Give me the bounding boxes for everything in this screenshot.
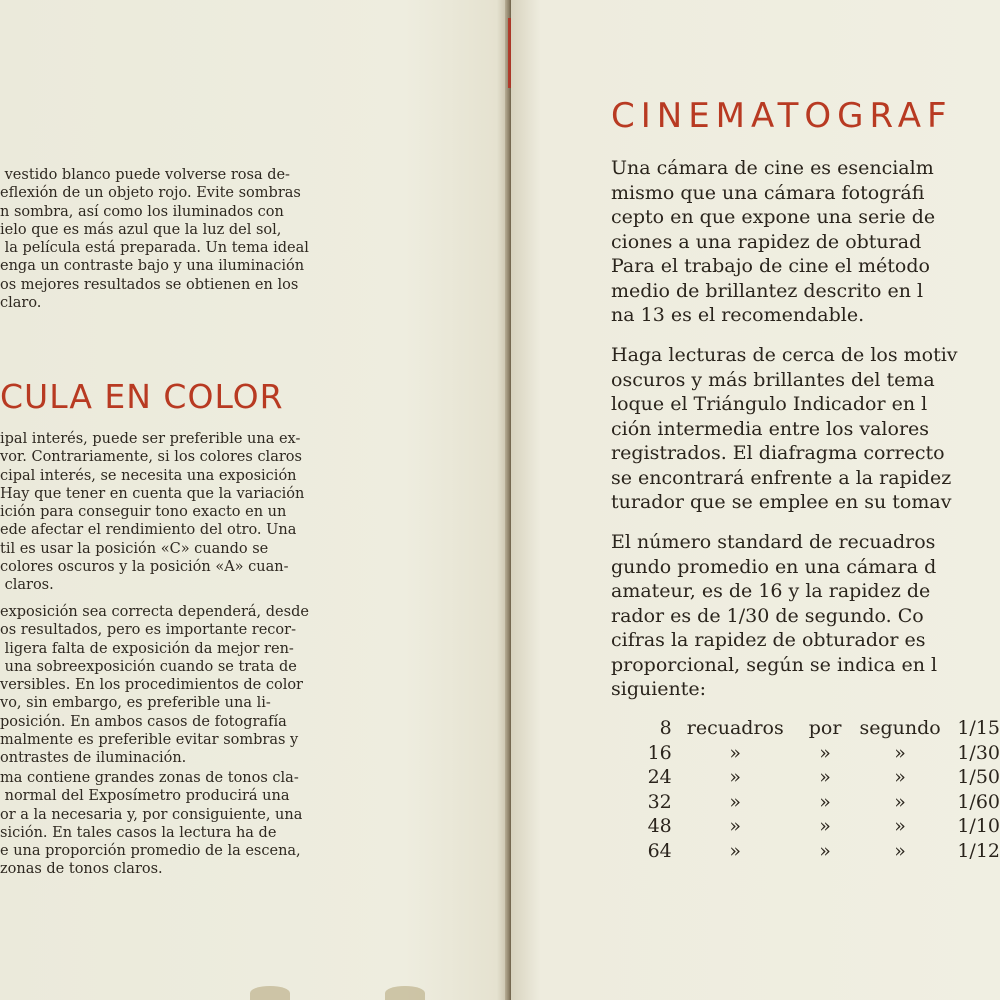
page-stain xyxy=(385,986,425,1000)
table-cell: 32 xyxy=(647,790,672,813)
frame-rate-table xyxy=(610,716,1000,863)
table-cell: » xyxy=(819,741,831,764)
table-row xyxy=(610,741,1000,766)
table-cell: » xyxy=(729,790,742,813)
table-row xyxy=(610,790,1000,815)
table-cell: 24 xyxy=(647,766,672,788)
table-row xyxy=(610,765,1000,790)
table-cell: » xyxy=(729,766,742,788)
table-cell: » xyxy=(729,839,742,862)
table-row xyxy=(610,814,1000,839)
right-paragraph-3: El número standard de recuadros gundo promedio en una cámara d amateur, es de 16 y la rapidez de rador es de 1/30 de segundo. Co cifras la rapidez de obturador es proporcional, según se indica en l siguiente: xyxy=(611,531,938,700)
table-cell: » xyxy=(819,815,831,837)
table-cell: » xyxy=(894,815,906,837)
table-cell: » xyxy=(819,839,831,862)
left-paragraph-1: vestido blanco puede volverse rosa de- eflexión de un objeto rojo. Evite sombras n sombra, así como los iluminados con ielo que es más azul que la luz del sol, la película está preparada. Un tema ideal enga un contraste bajo y una iluminación os mejores resultados se obtienen en los claro. xyxy=(0,167,309,312)
table-cell: 1/60 xyxy=(957,790,1000,813)
table-cell: por xyxy=(808,717,842,739)
table-cell: 1/10 xyxy=(957,815,1000,837)
table-cell: » xyxy=(729,741,742,764)
table-row xyxy=(610,839,1000,864)
table-cell: » xyxy=(894,766,906,788)
table-cell: 1/12 xyxy=(957,839,1000,862)
left-paragraph-3: exposición sea correcta dependerá, desde os resultados, pero es importante recor- ligera falta de exposición da mejor ren- una sobreexposición cuando se trata de versibles. En los procedimientos de color vo, sin embargo, es preferible una li- posición. En ambos casos de fotografía malmente es preferible evitar sombras y ontrastes de iluminación. xyxy=(0,604,309,767)
table-cell: » xyxy=(894,741,906,764)
right-paragraph-2: Haga lecturas de cerca de los motiv oscuros y más brillantes del tema loque el Triángulo Indicador en l ción intermedia entre los valores registrados. El diafragma correcto se encontrará enfrente a la rapidez turador que se emplee en su tomav xyxy=(611,344,958,513)
table-cell: 16 xyxy=(647,741,672,764)
table-cell: » xyxy=(729,815,742,837)
table-cell: » xyxy=(819,766,831,788)
table-cell: 8 xyxy=(659,717,672,739)
table-row xyxy=(610,716,1000,741)
table-cell: recuadros xyxy=(686,717,784,739)
table-cell: 64 xyxy=(647,839,672,862)
right-heading: CINEMATOGRAF xyxy=(611,96,953,136)
left-paragraph-4: ma contiene grandes zonas de tonos cla- normal del Exposímetro producirá una or a la necesaria y, por consiguiente, una sición. En tales casos la lectura ha de e una proporción promedio de la escena, zonas de tonos claros. xyxy=(0,770,303,878)
table-cell: 1/50 xyxy=(957,766,1000,788)
table-cell: » xyxy=(819,790,831,813)
table-cell: 1/30 xyxy=(957,741,1000,764)
table-cell: 1/15 xyxy=(957,717,1000,739)
page-stain xyxy=(250,986,290,1000)
left-paragraph-2: ipal interés, puede ser preferible una ex- vor. Contrariamente, si los colores claros cipal interés, se necesita una exposición Hay que tener en cuenta que la variación ición para conseguir tono exacto en un ede afectar el rendimiento del otro. Una til es usar la posición «C» cuando se colores oscuros y la posición «A» cuan- claros. xyxy=(0,431,305,594)
right-paragraph-1: Una cámara de cine es esencialm mismo que una cámara fotográfi cepto en que expone una serie de ciones a una rapidez de obturad Para el trabajo de cine el método medio de brillantez descrito en l na 13 es el recomendable. xyxy=(611,157,936,326)
table-cell: » xyxy=(894,790,906,813)
table-cell: segundo xyxy=(859,717,941,739)
table-cell: » xyxy=(894,839,906,862)
left-heading: CULA EN COLOR xyxy=(0,377,284,416)
table-cell: 48 xyxy=(647,815,672,837)
